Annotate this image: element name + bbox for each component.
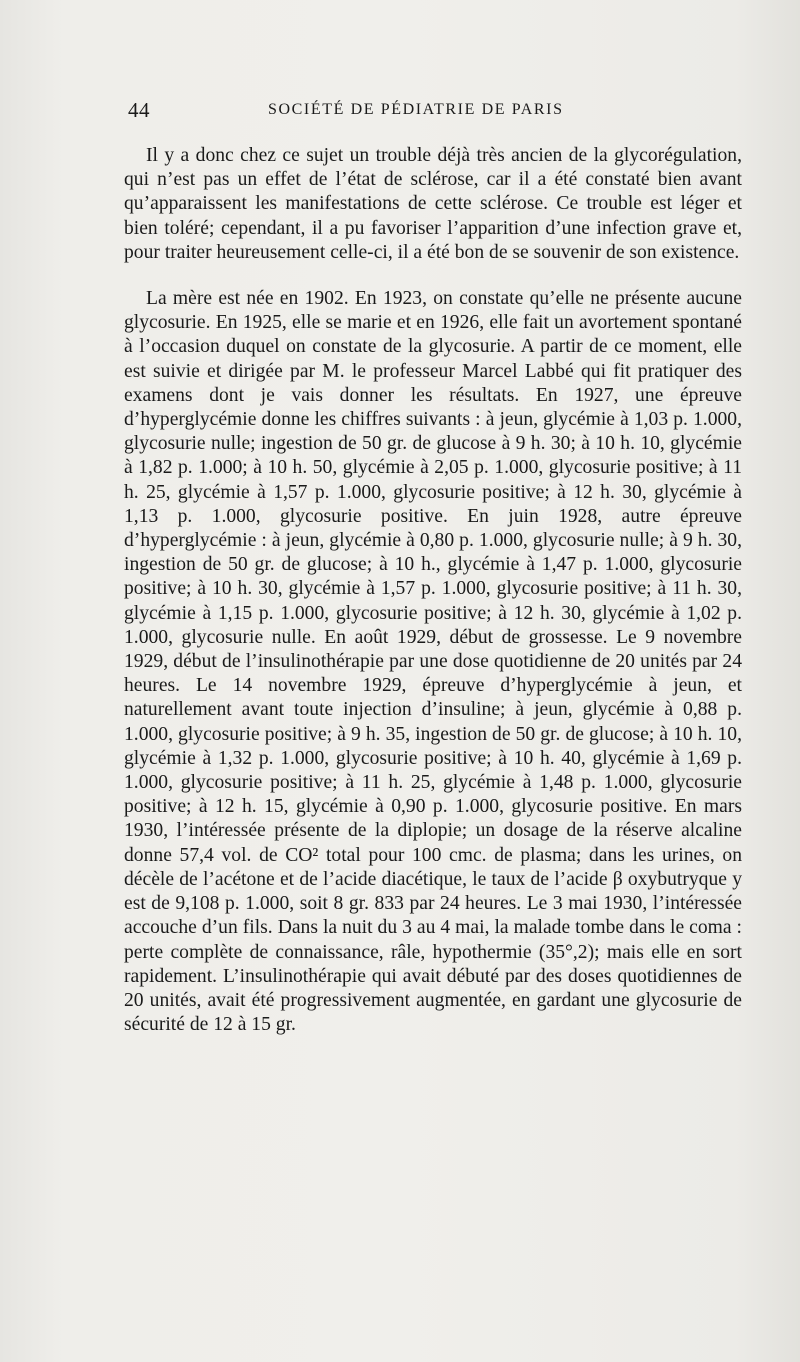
paragraph-1: Il y a donc chez ce sujet un trouble déjà très ancien de la glycorégulation, qui n’est pas un effet de l’état de sclérose, car il a été constaté bien avant qu’apparaissent les manifestations de cette sclérose. Ce trouble est léger et bien toléré; cependant, il a pu favoriser l’apparition d’une infection grave et, pour traiter heureusement celle-ci, il a été bon de se souvenir de son existence.	[124, 145, 742, 263]
page-header	[128, 98, 740, 126]
page-number: 44	[128, 98, 150, 122]
body-text	[124, 144, 742, 1037]
running-head: SOCIÉTÉ DE PÉDIATRIE DE PARIS	[268, 101, 564, 118]
paragraph-2: La mère est née en 1902. En 1923, on constate qu’elle ne présente aucune glycosurie. En 1925, elle se marie et en 1926, elle fait un avortement spontané à l’occasion duquel on constate de la glycosurie. A partir de ce moment, elle est suivie et dirigée par M. le professeur Marcel Labbé qui fit pratiquer des examens dont je vais donner les résultats. En 1927, une épreuve d’hyperglycémie donne les chiffres suivants : à jeun, glycémie à 1,03 p. 1.000, glycosurie nulle; ingestion de 50 gr. de glucose à 9 h. 30; à 10 h. 10, glycémie à 1,82 p. 1.000; à 10 h. 50, glycémie à 2,05 p. 1.000, glycosurie positive; à 11 h. 25, glycémie à 1,57 p. 1.000, glycosurie positive; à 12 h. 30, glycémie à 1,13 p. 1.000, glycosurie positive. En juin 1928, autre épreuve d’hyperglycémie : à jeun, glycémie à 0,80 p. 1.000, glycosurie nulle; à 9 h. 30, ingestion de 50 gr. de glucose; à 10 h., glycémie à 1,47 p. 1.000, glycosurie positive; à 10 h. 30, glycémie à 1,57 p. 1.000, glycosurie positive; à 11 h. 30, glycémie à 1,15 p. 1.000, glycosurie positive; à 12 h. 30, glycémie à 1,02 p. 1.000, glycosurie nulle. En août 1929, début de grossesse. Le 9 novembre 1929, début de l’insulinothérapie par une dose quotidienne de 20 unités par 24 heures. Le 14 novembre 1929, épreuve d’hyperglycémie à jeun, et naturellement avant toute injection d’insuline; à jeun, glycémie à 0,88 p. 1.000, glycosurie positive; à 9 h. 35, ingestion de 50 gr. de glucose; à 10 h. 10, glycémie à 1,32 p. 1.000, glycosurie positive; à 10 h. 40, glycémie à 1,69 p. 1.000, glycosurie positive; à 11 h. 25, glycémie à 1,48 p. 1.000, glycosurie positive; à 12 h. 15, glycémie à 0,90 p. 1.000, glycosurie positive. En mars 1930, l’intéressée présente de la diplopie; un dosage de la réserve alcaline donne 57,4 vol. de CO² total pour 100 cmc. de plasma; dans les urines, on décèle de l’acétone et de l’acide diacétique, le taux de l’acide β oxybutryque y est de 9,108 p. 1.000, soit 8 gr. 833 par 24 heures. Le 3 mai 1930, l’intéressée accouche d’un fils. Dans la nuit du 3 au 4 mai, la malade tombe dans le coma : perte complète de connaissance, râle, hypothermie (35°,2); mais elle en sort rapidement. L’insulinothérapie qui avait débuté par des doses quotidiennes de 20 unités, avait été progressivement augmentée, en gardant une glycosurie de sécurité de 12 à 15 gr.	[124, 288, 742, 1036]
